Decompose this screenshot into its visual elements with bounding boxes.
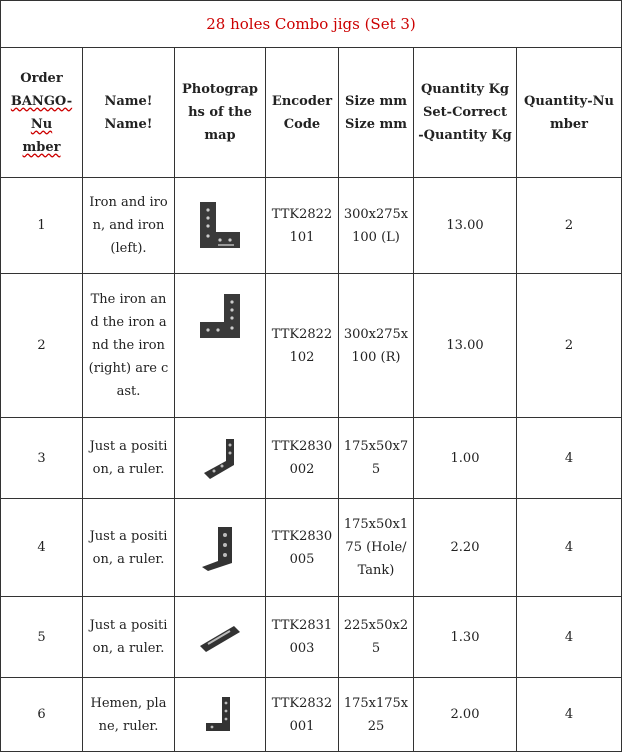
- weight-cell: 1.00: [414, 418, 517, 499]
- table-row: [1, 274, 622, 418]
- photo-cell: [175, 597, 266, 678]
- table-title: 28 holes Combo jigs (Set 3): [1, 1, 622, 48]
- left-angle-plate-icon: [196, 198, 244, 254]
- order-cell: 5: [1, 597, 83, 678]
- photo-cell: [175, 274, 266, 418]
- size-cell: 175x50x175 (Hole/Tank): [339, 499, 414, 597]
- quantity-cell: 4: [517, 597, 622, 678]
- code-cell: TTK2830002: [266, 418, 339, 499]
- order-cell: 6: [1, 678, 83, 752]
- name-cell: Hemen, plane, ruler.: [83, 678, 175, 752]
- weight-cell: 2.20: [414, 499, 517, 597]
- photo-cell: [175, 499, 266, 597]
- code-cell: TTK2830005: [266, 499, 339, 597]
- header-name: Name! Name!: [83, 48, 175, 178]
- weight-cell: 1.30: [414, 597, 517, 678]
- weight-cell: 2.00: [414, 678, 517, 752]
- l-square-ruler-icon: [200, 695, 240, 735]
- code-cell: TTK2822102: [266, 274, 339, 418]
- header-quantity-kg: Quantity Kg Set-Correct -Quantity Kg: [414, 48, 517, 178]
- header-row: [1, 48, 622, 178]
- quantity-cell: 4: [517, 678, 622, 752]
- table-row: [1, 499, 622, 597]
- table-row: [1, 678, 622, 752]
- header-size: Size mm Size mm: [339, 48, 414, 178]
- size-cell: 300x275x100 (R): [339, 274, 414, 418]
- name-cell: The iron and the iron and the iron (right) are cast.: [83, 274, 175, 418]
- tall-angle-stop-icon: [198, 523, 242, 573]
- name-cell: Iron and iron, and iron (left).: [83, 178, 175, 274]
- name-cell: Just a position, a ruler.: [83, 499, 175, 597]
- weight-cell: 13.00: [414, 274, 517, 418]
- order-cell: 2: [1, 274, 83, 418]
- code-cell: TTK2831003: [266, 597, 339, 678]
- quantity-cell: 4: [517, 499, 622, 597]
- flat-slotted-bar-icon: [196, 620, 244, 654]
- weight-cell: 13.00: [414, 178, 517, 274]
- size-cell: 175x50x75: [339, 418, 414, 499]
- quantity-cell: 4: [517, 418, 622, 499]
- header-quantity-number: Quantity-Number: [517, 48, 622, 178]
- size-cell: 225x50x25: [339, 597, 414, 678]
- quantity-cell: 2: [517, 178, 622, 274]
- order-cell: 3: [1, 418, 83, 499]
- small-angle-stop-icon: [200, 435, 240, 481]
- name-cell: Just a position, a ruler.: [83, 597, 175, 678]
- header-order: Order BANGO-Nu mber: [1, 48, 83, 178]
- right-angle-plate-icon: [194, 290, 246, 346]
- photo-cell: [175, 678, 266, 752]
- order-cell: 4: [1, 499, 83, 597]
- title-row: [1, 1, 622, 48]
- table-row: [1, 418, 622, 499]
- photo-cell: [175, 178, 266, 274]
- quantity-cell: 2: [517, 274, 622, 418]
- table-row: [1, 597, 622, 678]
- size-cell: 300x275x100 (L): [339, 178, 414, 274]
- name-cell: Just a position, a ruler.: [83, 418, 175, 499]
- size-cell: 175x175x25: [339, 678, 414, 752]
- photo-cell: [175, 418, 266, 499]
- header-code: Encoder Code: [266, 48, 339, 178]
- code-cell: TTK2832001: [266, 678, 339, 752]
- order-cell: 1: [1, 178, 83, 274]
- header-photo: Photographs of the map: [175, 48, 266, 178]
- table-row: [1, 178, 622, 274]
- code-cell: TTK2822101: [266, 178, 339, 274]
